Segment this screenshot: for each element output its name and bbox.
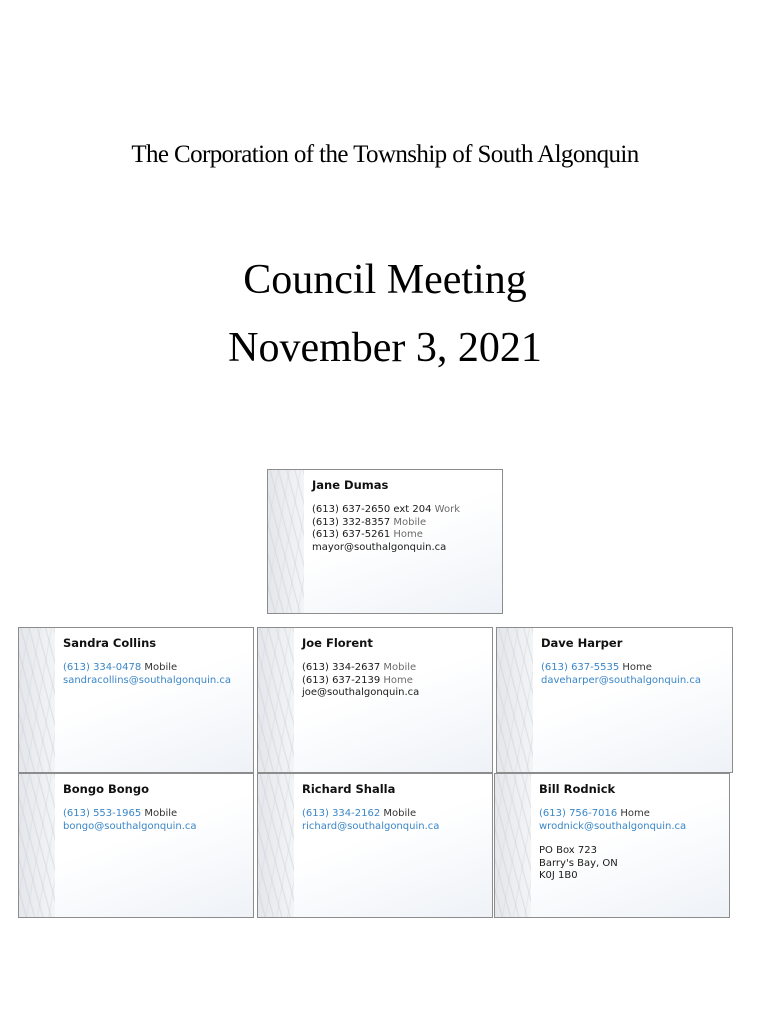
phone-line [302,662,486,675]
phone-label: Mobile [144,808,178,819]
phone-label: Mobile [383,808,417,819]
email-link[interactable]: richard@southalgonquin.ca [302,820,440,832]
phone-line [302,675,486,688]
phone-line [541,662,726,675]
email-link[interactable]: daveharper@southalgonquin.ca [541,674,701,686]
contact-card-richard-shalla [257,773,493,918]
phone-number[interactable]: (613) 553-1965 [63,808,142,819]
contact-name: Bongo Bongo [63,782,149,796]
phone-label: Home [622,662,652,673]
email-link[interactable]: wrodnick@southalgonquin.ca [539,820,687,832]
contact-name: Dave Harper [541,636,623,650]
email-link[interactable]: bongo@southalgonquin.ca [63,820,197,832]
phone-label: Home [383,674,413,686]
card-decoration [258,628,294,772]
contact-name: Joe Florent [302,636,373,650]
email-link[interactable]: mayor@southalgonquin.ca [312,541,447,553]
phone-line [312,529,496,542]
phone-line [63,808,247,821]
address-line: K0J 1B0 [539,870,578,881]
contact-name: Sandra Collins [63,636,157,650]
phone-number: (613) 637-5261 [312,529,391,540]
phone-line [302,808,486,821]
phone-number[interactable]: (613) 334-2162 [302,808,381,819]
card-decoration [19,628,55,772]
card-decoration [258,774,294,917]
phone-label: Mobile [383,662,417,673]
email-link[interactable]: joe@southalgonquin.ca [302,687,420,698]
contact-card-jane-dumas [267,469,503,614]
phone-number: (613) 332-8357 [312,516,391,528]
contact-card-dave-harper [496,627,733,773]
phone-number[interactable]: (613) 756-7016 [539,808,618,819]
organization-title: The Corporation of the Township of South Algonquin [131,141,639,168]
phone-label: Home [620,808,650,819]
phone-line [312,504,496,517]
phone-number[interactable]: (613) 334-0478 [63,662,142,673]
phone-label: Mobile [393,516,427,528]
phone-label: Home [393,529,423,540]
card-decoration [268,470,304,613]
phone-line [539,808,723,821]
card-decoration [495,774,531,917]
email-link[interactable]: sandracollins@southalgonquin.ca [63,674,232,686]
phone-line [63,662,247,675]
phone-number: (613) 637-2139 [302,674,381,686]
contact-name: Richard Shalla [302,782,396,796]
contact-card-joe-florent [257,627,493,773]
address-line: PO Box 723 [539,845,597,856]
contact-card-sandra-collins [18,627,254,773]
phone-number: (613) 334-2637 [302,662,381,673]
contact-name: Jane Dumas [312,478,389,492]
meeting-title: Council Meeting [243,257,527,303]
card-decoration [19,774,55,917]
contact-card-bill-rodnick [494,773,730,918]
meeting-date: November 3, 2021 [228,325,542,371]
card-decoration [497,628,533,772]
phone-line [312,517,496,530]
phone-label: Work [434,504,460,515]
phone-number[interactable]: (613) 637-5535 [541,662,620,673]
contact-card-bongo-bongo [18,773,254,918]
mailing-address [539,845,723,883]
phone-number: (613) 637-2650 ext 204 [312,504,432,515]
address-line: Barry's Bay, ON [539,857,618,869]
contact-name: Bill Rodnick [539,782,616,796]
phone-label: Mobile [144,662,178,673]
